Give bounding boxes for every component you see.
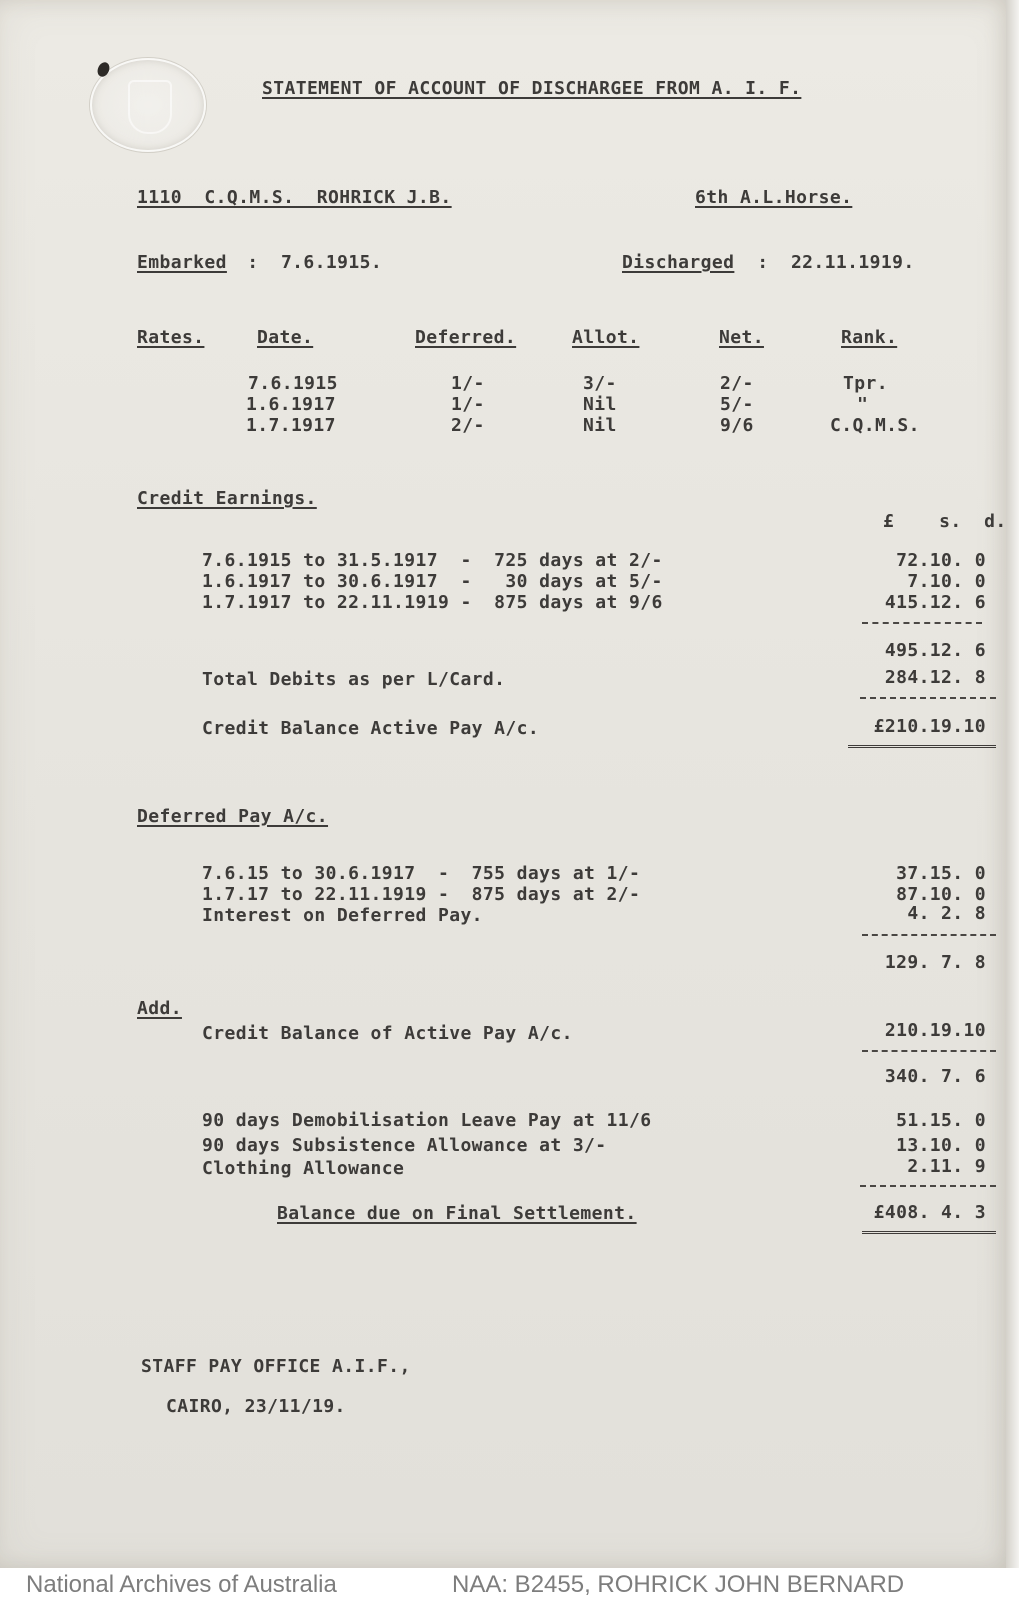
deferred-line: 7.6.15 to 30.6.1917 - 755 days at 1/- — [202, 863, 641, 884]
credit-balance-label: Credit Balance Active Pay A/c. — [202, 718, 540, 739]
rate-rank: C.Q.M.S. — [830, 415, 920, 436]
embarked-label: Embarked — [137, 252, 227, 273]
rank-header: Rank. — [841, 327, 898, 348]
allowance-amount: 2.11. 9 — [907, 1156, 986, 1177]
rate-allot: 3/- — [583, 373, 617, 394]
allowance-line: 90 days Subsistence Allowance at 3/- — [202, 1135, 607, 1156]
rate-net: 9/6 — [720, 415, 754, 436]
debits-rule — [860, 697, 996, 699]
add-credit-label: Credit Balance of Active Pay A/c. — [202, 1023, 573, 1044]
document-title: STATEMENT OF ACCOUNT OF DISCHARGEE FROM A. I. F. — [262, 78, 802, 99]
rate-net: 5/- — [720, 394, 754, 415]
rate-net: 2/- — [720, 373, 754, 394]
subtotal-rule — [862, 622, 982, 624]
deferred-rule — [862, 934, 996, 936]
discharged-label: Discharged — [622, 252, 735, 273]
allot-header: Allot. — [572, 327, 640, 348]
rate-deferred: 1/- — [451, 394, 485, 415]
date-header: Date. — [257, 327, 314, 348]
balance-double-rule — [848, 745, 996, 748]
final-double-rule — [862, 1231, 996, 1234]
final-rule — [860, 1185, 996, 1187]
archive-reference: NAA: B2455, ROHRICK JOHN BERNARD — [452, 1571, 905, 1598]
allowance-amount: 51.15. 0 — [896, 1110, 986, 1131]
credit-earnings-heading: Credit Earnings. — [137, 488, 317, 509]
embarked-value: : 7.6.1915. — [236, 252, 383, 273]
earnings-line: 1.6.1917 to 30.6.1917 - 30 days at 5/- — [202, 571, 663, 592]
deferred-subtotal: 129. 7. 8 — [884, 952, 986, 973]
allowance-amount: 13.10. 0 — [896, 1135, 986, 1156]
rate-allot: Nil — [583, 394, 617, 415]
allowance-line: Clothing Allowance — [202, 1158, 405, 1179]
add-label: Add. — [137, 998, 182, 1019]
rate-date: 7.6.1915 — [248, 373, 338, 394]
credit-balance-amount: £210.19.10 — [873, 716, 986, 737]
rate-deferred: 2/- — [451, 415, 485, 436]
add-credit-amount: 210.19.10 — [884, 1020, 986, 1041]
earnings-subtotal: 495.12. 6 — [884, 640, 986, 661]
rate-deferred: 1/- — [451, 373, 485, 394]
office-name: STAFF PAY OFFICE A.I.F., — [141, 1356, 411, 1377]
earnings-amount: 415.12. 6 — [884, 592, 986, 613]
rate-date: 1.6.1917 — [246, 394, 336, 415]
rate-date: 1.7.1917 — [246, 415, 336, 436]
allowance-line: 90 days Demobilisation Leave Pay at 11/6 — [202, 1110, 652, 1131]
office-place-date: CAIRO, 23/11/19. — [166, 1396, 346, 1417]
currency-header: £ s. d. — [883, 511, 1007, 532]
soldier-unit: 6th A.L.Horse. — [695, 187, 853, 208]
deferred-line: Interest on Deferred Pay. — [202, 905, 483, 926]
deferred-amount: 4. 2. 8 — [907, 903, 986, 924]
earnings-amount: 7.10. 0 — [907, 571, 986, 592]
deferred-line: 1.7.17 to 22.11.1919 - 875 days at 2/- — [202, 884, 641, 905]
earnings-amount: 72.10. 0 — [896, 550, 986, 571]
add-rule — [862, 1050, 996, 1052]
archive-footer — [0, 1568, 1019, 1600]
crest-icon — [128, 80, 172, 134]
debits-amount: 284.12. 8 — [884, 667, 986, 688]
net-header: Net. — [719, 327, 764, 348]
discharged-value: : 22.11.1919. — [746, 252, 915, 273]
deferred-header: Deferred. — [415, 327, 517, 348]
torn-edge — [1006, 0, 1019, 1568]
final-balance-label: Balance due on Final Settlement. — [277, 1203, 637, 1224]
earnings-line: 7.6.1915 to 31.5.1917 - 725 days at 2/- — [202, 550, 663, 571]
deferred-amount: 37.15. 0 — [896, 863, 986, 884]
add-subtotal: 340. 7. 6 — [884, 1066, 986, 1087]
debits-label: Total Debits as per L/Card. — [202, 669, 506, 690]
earnings-line: 1.7.1917 to 22.11.1919 - 875 days at 9/6 — [202, 592, 663, 613]
soldier-id: 1110 C.Q.M.S. ROHRICK J.B. — [137, 187, 452, 208]
final-balance-amount: £408. 4. 3 — [873, 1202, 986, 1223]
deferred-pay-heading: Deferred Pay A/c. — [137, 806, 329, 827]
rate-allot: Nil — [583, 415, 617, 436]
archive-name: National Archives of Australia — [26, 1571, 337, 1598]
rate-rank: " — [857, 394, 869, 415]
rates-header: Rates. — [137, 327, 205, 348]
deferred-amount: 87.10. 0 — [896, 884, 986, 905]
rate-rank: Tpr. — [843, 373, 888, 394]
